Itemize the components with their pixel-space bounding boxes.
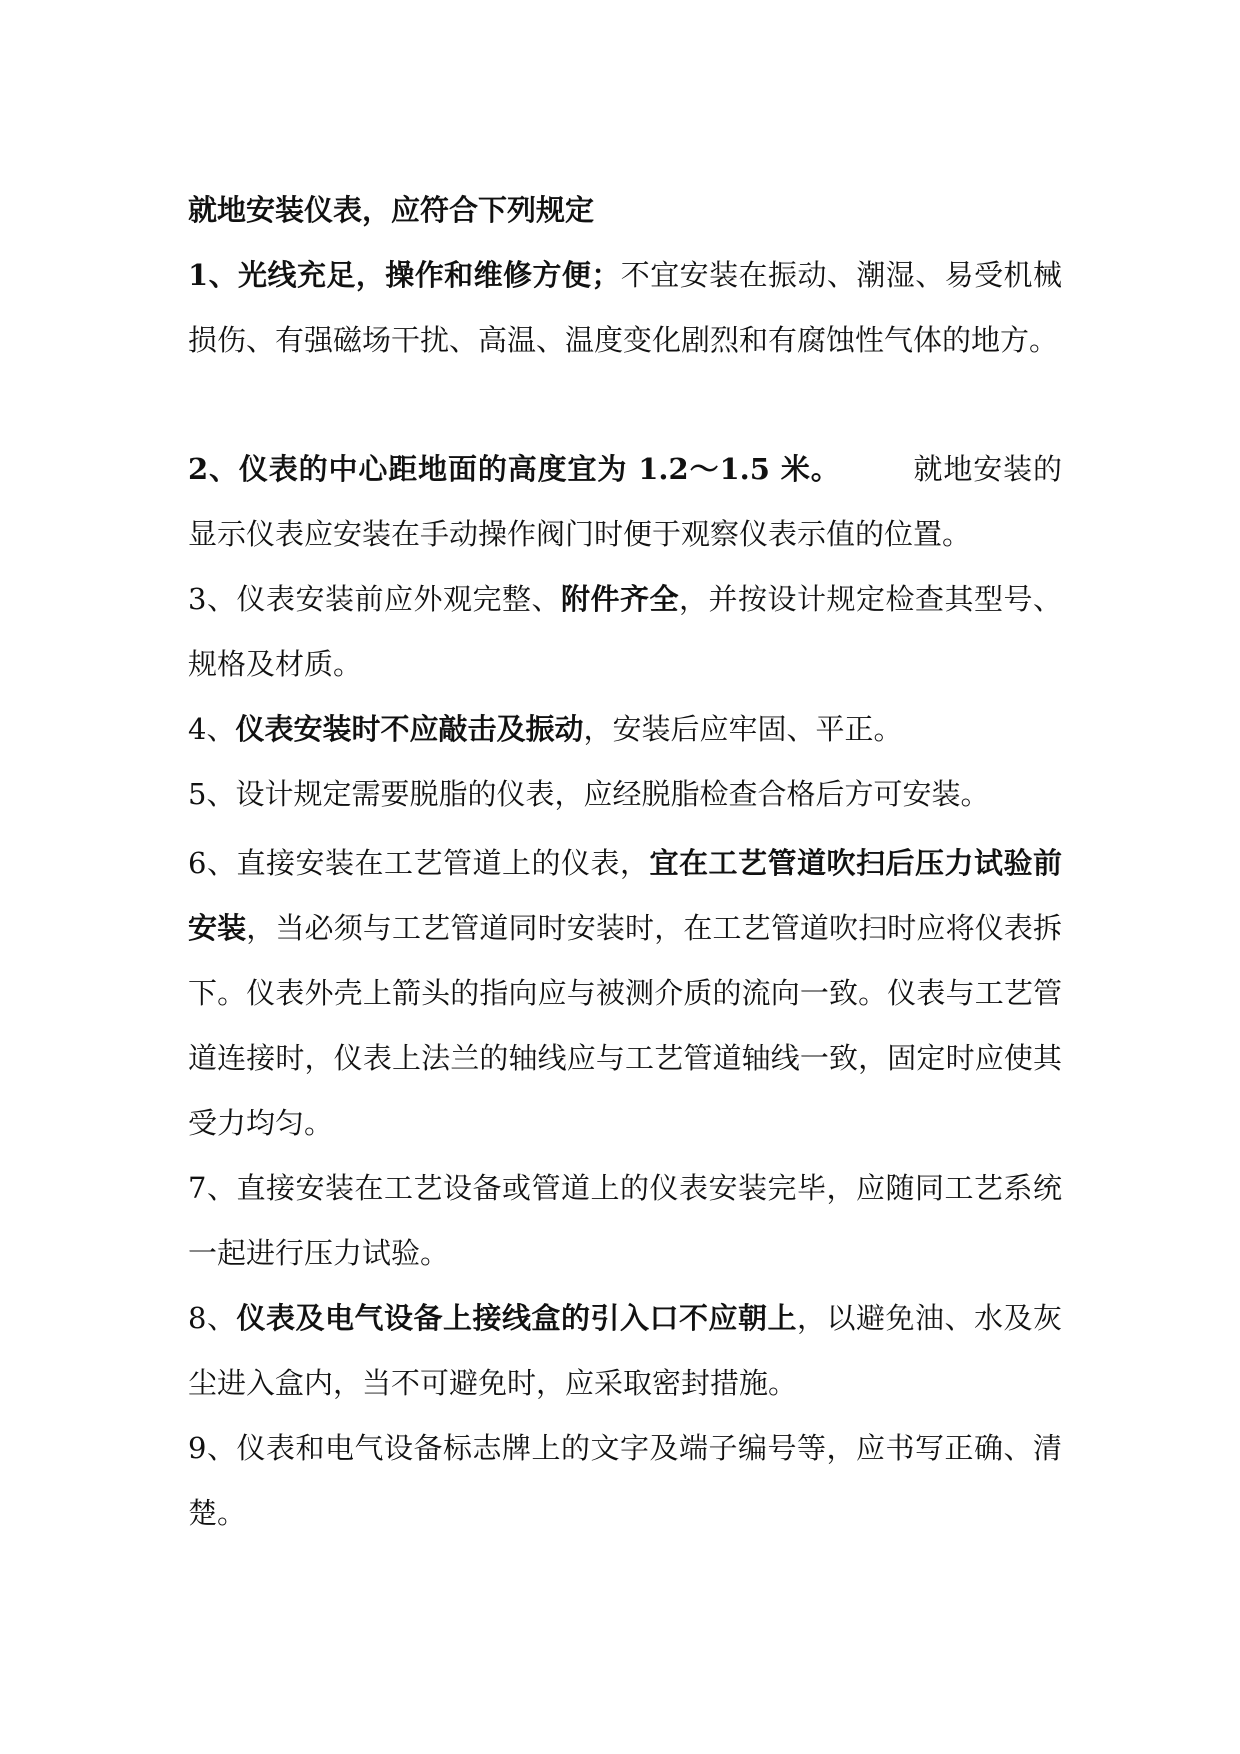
item-4-bold-text: 仪表安装时不应敲击及振动 — [235, 712, 584, 746]
list-item-7: 7、直接安装在工艺设备或管道上的仪表安装完毕，应随同工艺系统一起进行压力试验。 — [188, 1171, 1062, 1270]
item-8-text-pre: 8、 — [188, 1301, 237, 1335]
list-item-1 — [188, 243, 1062, 373]
item-2-text: 就地安装的显示仪表应安装在手动操作阀门时便于观察仪表示值的位置。 — [188, 452, 1062, 551]
item-6-text-pre: 6、直接安装在工艺管道上的仪表， — [188, 846, 650, 880]
item-3-text-pre: 3、仪表安装前应外观完整、 — [188, 582, 561, 616]
item-3-text-post: ，并按设计规定检查其型号、规格及材质。 — [188, 582, 1062, 681]
item-1-text: 不宜安装在振动、潮湿、易受机械损伤、有强磁场干扰、高温、温度变化剧烈和有腐蚀性气体的地方。 — [188, 258, 1062, 357]
item-8-bold-text: 仪表及电气设备上接线盒的引入口不应朝上 — [236, 1301, 797, 1335]
document-heading: 就地安装仪表，应符合下列规定 — [188, 193, 595, 227]
item-6-bold-text: 宜在工艺管道吹扫后压力试验前安装 — [188, 846, 1062, 945]
item-4-text-post: ，安装后应牢固、平正。 — [583, 712, 903, 746]
list-item-8 — [188, 1286, 1062, 1416]
document-body — [188, 178, 1062, 1546]
item-6-text-post: ，当必须与工艺管道同时安装时，在工艺管道吹扫时应将仪表拆下。仪表外壳上箭头的指向应与被测介质的流向一致。仪表与工艺管道连接时，仪表上法兰的轴线应与工艺管道轴线一致，固定时应使其受力均匀。 — [188, 911, 1062, 1140]
list-item-2 — [188, 437, 1062, 567]
list-item-5: 5、设计规定需要脱脂的仪表，应经脱脂检查合格后方可安装。 — [188, 777, 990, 811]
list-item-6 — [188, 831, 1062, 1156]
item-4-text-pre: 4、 — [188, 712, 236, 746]
item-1-bold-text: 1、光线充足，操作和维修方便； — [188, 258, 621, 292]
list-item-9: 9、仪表和电气设备标志牌上的文字及端子编号等，应书写正确、清楚。 — [188, 1431, 1062, 1530]
list-item-3 — [188, 567, 1062, 697]
item-3-bold-text: 附件齐全 — [560, 582, 679, 616]
list-item-4 — [188, 697, 1062, 762]
item-2-bold-text: 2、仪表的中心距地面的高度宜为 1.2～1.5 米。 — [188, 452, 841, 486]
item-8-text-post: ，以避免油、水及灰尘进入盒内，当不可避免时，应采取密封措施。 — [188, 1301, 1062, 1400]
